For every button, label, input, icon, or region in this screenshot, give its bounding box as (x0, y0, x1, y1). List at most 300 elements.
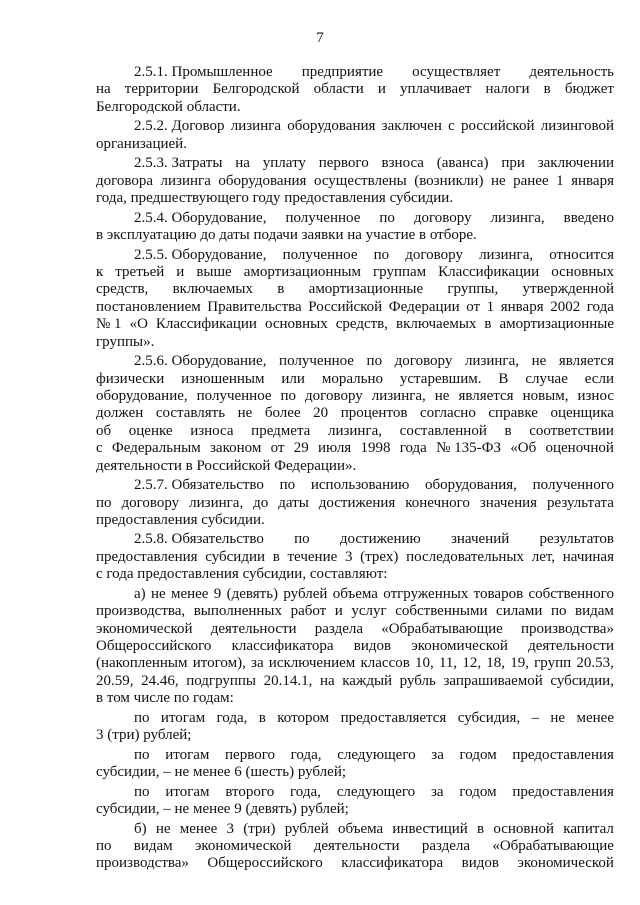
word: 20.14.1, (263, 672, 313, 689)
word: выполненных (193, 603, 283, 620)
word: группы, (447, 281, 499, 298)
word: товаров (473, 585, 524, 602)
word: последовательных (406, 548, 525, 565)
word: лизинга, (327, 422, 383, 439)
word: лизинговой (540, 118, 614, 135)
word: следующего (337, 746, 416, 763)
word: если (584, 370, 614, 387)
word: классификатора (231, 638, 334, 654)
text-line (96, 64, 614, 81)
word: 1 (486, 298, 495, 315)
word: заключении (537, 155, 614, 172)
word: В (498, 370, 509, 387)
word: заключен (381, 118, 442, 135)
word: составлять (155, 405, 226, 422)
word: не (150, 585, 166, 602)
text-line (96, 264, 614, 281)
word: 24.46, (141, 672, 179, 689)
word: износ (577, 387, 614, 404)
paragraph (96, 821, 614, 873)
word: классификатора (341, 855, 444, 872)
word: до (253, 494, 269, 511)
text-line (96, 621, 614, 638)
word: основной (493, 820, 555, 837)
word: предоставления (96, 548, 198, 565)
word: даты (278, 494, 309, 511)
text-line (96, 247, 614, 264)
word: по (279, 477, 296, 494)
word: июля (317, 440, 352, 457)
word: течение (287, 548, 338, 565)
word: (девять) (226, 585, 279, 602)
word: по (134, 746, 150, 763)
text-line: организацией. (96, 135, 187, 152)
word: «О (129, 316, 148, 333)
word: оборудования (287, 118, 376, 135)
word: итогам (160, 709, 206, 726)
paragraph (96, 784, 614, 819)
word: в (504, 422, 512, 439)
text-line (96, 155, 614, 172)
text-line (96, 316, 614, 333)
word: рублей (283, 585, 328, 602)
text-line: года, предшествующего году предоставления субсидии. (96, 190, 454, 207)
word: объема (337, 820, 384, 837)
word: производства» (96, 855, 189, 872)
word: утвержденной (522, 281, 614, 298)
word: каждый (342, 672, 393, 689)
paragraph (96, 118, 614, 153)
word: по (96, 494, 112, 511)
word: второго (225, 783, 275, 800)
word: субсидии, (550, 672, 614, 689)
word: справке (488, 405, 538, 422)
word: следующего (336, 783, 416, 800)
word: года, (290, 746, 322, 763)
word: по (379, 209, 395, 226)
word: по (366, 353, 383, 370)
word: в (484, 316, 492, 333)
text-line: деятельности в Российской Федерации». (96, 457, 357, 474)
text-line (96, 281, 614, 298)
word: является (558, 353, 614, 370)
word: 20 (313, 405, 329, 422)
word: года, (216, 709, 248, 726)
text-line (96, 838, 614, 855)
document-body (96, 64, 614, 875)
word: оценочной (545, 440, 614, 457)
word: субсидия, (457, 709, 521, 726)
word: собственного (528, 585, 614, 602)
word: об (96, 422, 112, 439)
word: и (334, 603, 343, 620)
word: процентов (340, 405, 408, 422)
text-line (96, 655, 614, 672)
word: рублей (284, 820, 329, 837)
word: Классификации (155, 316, 257, 333)
word: новым, (522, 387, 569, 404)
word: в (477, 820, 485, 837)
word: договора (96, 172, 154, 189)
word: результата (547, 494, 614, 511)
word: производства» (521, 620, 614, 637)
word: работ (290, 603, 327, 620)
word: лизинга, (189, 494, 244, 511)
paragraph (96, 155, 614, 207)
paragraph (96, 64, 614, 116)
word: является (458, 387, 514, 404)
word: договору (405, 246, 463, 263)
word: договору (121, 494, 180, 511)
text-line (96, 440, 614, 457)
word: не (490, 172, 506, 189)
word: оценщика (550, 405, 614, 422)
word: запрашиваемой (443, 672, 543, 689)
word: по (96, 838, 112, 855)
word: амортизационные (499, 316, 614, 333)
word: амортизационным (243, 264, 361, 281)
word: силами (496, 603, 543, 620)
word: достижения (318, 494, 396, 511)
word: полученное (282, 246, 358, 263)
text-line (96, 477, 614, 494)
word: не (434, 387, 450, 404)
word: уплачивает (400, 81, 472, 98)
word: деятельности (313, 838, 400, 855)
word: деятельность (529, 64, 614, 80)
word: лизинга, (464, 353, 519, 370)
word: амортизационные (308, 281, 424, 298)
word: при (501, 155, 525, 172)
word: первого (225, 746, 275, 763)
text-line (96, 405, 614, 422)
word: (трех) (360, 548, 399, 565)
word: средств, (335, 316, 388, 333)
word: итогам (165, 746, 210, 763)
word: оборудования, (425, 477, 517, 494)
text-line (96, 586, 614, 603)
word: по (280, 387, 297, 404)
word: менее (576, 709, 614, 726)
word: 12, (462, 655, 482, 672)
word: «Обрабатывающие (492, 838, 614, 855)
text-line: субсидии, – не менее 6 (шесть) рублей; (96, 764, 347, 781)
word: «Обрабатывающие (381, 620, 503, 637)
word: 2.5.8. Обязательство (134, 531, 264, 548)
word: устаревшим. (399, 370, 482, 387)
text-line (96, 173, 614, 190)
text-line (96, 210, 614, 227)
word: года, (290, 783, 321, 800)
word: годом (459, 783, 497, 800)
text-line: 3 (три) рублей; (96, 727, 192, 744)
word: договору (305, 387, 363, 404)
word: Правительства (207, 298, 302, 315)
word: составленной (399, 422, 487, 439)
word: конечного (405, 494, 470, 511)
word: 18, (486, 655, 506, 672)
word: в (258, 709, 266, 726)
text-line (96, 371, 614, 388)
word: Классификации (438, 264, 540, 281)
word: января (500, 298, 544, 315)
word: 2.5.3. Затраты (134, 155, 223, 172)
word: б) (134, 820, 147, 837)
text-line: Белгородской области. (96, 98, 241, 115)
word: значений (450, 531, 510, 548)
word: износа (190, 422, 234, 439)
word: 3 (344, 548, 353, 565)
word: 2.5.5. Оборудование, (134, 246, 267, 263)
word: 20.59, (96, 672, 134, 689)
paragraph (96, 210, 614, 245)
word: согласно (419, 405, 476, 422)
word: (накопленным (96, 655, 188, 672)
word: полученного (532, 477, 614, 494)
word: лизинга (160, 172, 211, 189)
word: территории (124, 81, 199, 98)
word: значения (479, 494, 538, 511)
word: 2.5.7. Обязательство (134, 477, 264, 494)
word: не (531, 353, 547, 370)
word: года (586, 298, 614, 315)
word: от (466, 298, 481, 315)
word: Общероссийского (96, 638, 212, 654)
word: предоставляется (340, 709, 447, 726)
text-line (96, 821, 614, 838)
word: видам (575, 603, 614, 620)
word: физически (96, 370, 165, 387)
text-line (96, 710, 614, 727)
word: классов (360, 655, 410, 672)
text-line (96, 353, 614, 370)
word: годом (459, 746, 497, 763)
word: 2.5.1. Промышленное (134, 64, 273, 80)
text-line (96, 531, 614, 548)
word: на (319, 672, 335, 689)
word: 1998 (360, 440, 391, 457)
word: уплату (262, 155, 306, 172)
word: видов (353, 638, 392, 654)
paragraph (96, 747, 614, 782)
word: средств, (96, 281, 149, 298)
word: раздела (314, 620, 364, 637)
word: достижению (339, 531, 421, 548)
text-line (96, 388, 614, 405)
word: российской (461, 118, 535, 135)
word: включаемых (396, 316, 477, 333)
word: «Об (510, 440, 537, 457)
word: налоги (485, 81, 530, 98)
word: в (277, 281, 285, 298)
word: договору (413, 209, 472, 226)
word: котором (277, 709, 330, 726)
word: и (377, 81, 386, 98)
text-line: в эксплуатацию до даты подачи заявки на участие в отборе. (96, 227, 477, 244)
text-line: субсидии, – не менее 9 (девять) рублей; (96, 801, 349, 818)
word: видам (133, 838, 173, 855)
word: субсидии (205, 548, 265, 565)
word: случае (525, 370, 568, 387)
word: включаемых (172, 281, 253, 298)
word: 29 (293, 440, 309, 457)
word: морально (321, 370, 383, 387)
word: 11, (438, 655, 458, 672)
paragraph (96, 477, 614, 529)
word: менее (179, 820, 218, 837)
word: 9 (213, 585, 222, 602)
word: экономической (411, 638, 508, 654)
word: с (448, 118, 455, 135)
word: на (235, 155, 250, 172)
word: 3 (226, 820, 234, 837)
word: с (96, 440, 103, 457)
text-line (96, 495, 614, 512)
word: менее (170, 585, 209, 602)
word: итогом), (192, 655, 246, 672)
word: по (134, 783, 150, 800)
word: в (272, 548, 280, 565)
word: начиная (562, 548, 614, 565)
word: первого (318, 155, 369, 172)
word: договору (394, 353, 453, 370)
word: оборудование, (96, 387, 188, 404)
text-line (96, 299, 614, 316)
word: более (264, 405, 301, 422)
paragraph-gap (96, 873, 614, 875)
word: за (251, 655, 264, 672)
word: а) (134, 585, 146, 602)
word: экономической (96, 620, 193, 637)
text-line (96, 855, 614, 872)
word: 2.5.2. Договор (134, 118, 225, 135)
word: полученное (196, 387, 272, 404)
word: предприятие (301, 64, 384, 80)
word: по (294, 531, 310, 548)
word: изношенным (181, 370, 265, 387)
word: соответствии (529, 422, 614, 439)
word: от (270, 440, 285, 457)
word: деятельности (210, 620, 297, 637)
word: раздела (421, 838, 471, 855)
text-line: в том числе по годам: (96, 690, 234, 707)
word: января (571, 172, 614, 189)
word: инвестиций (392, 820, 468, 837)
word: относится (549, 246, 614, 263)
word: групп (534, 655, 572, 672)
text-line: с года предоставления субсидии, составляют: (96, 566, 388, 583)
word: не (155, 820, 171, 837)
word: итогам (165, 783, 210, 800)
word: № 135-ФЗ (436, 440, 502, 457)
word: области (313, 81, 364, 98)
word: за (430, 783, 444, 800)
word: деятельности (528, 638, 614, 654)
text-line (96, 549, 614, 566)
word: лизинга (230, 118, 282, 135)
text-line: предоставления субсидии. (96, 511, 265, 528)
word: лет, (531, 548, 556, 565)
word: выше (196, 264, 232, 281)
word: 1 (556, 172, 564, 189)
word: на (96, 81, 111, 98)
word: рубль (399, 672, 436, 689)
text-line: группы». (96, 333, 155, 350)
word: Федеральным (111, 440, 201, 457)
word: (аванса) (436, 155, 489, 172)
paragraph (96, 353, 614, 475)
word: Белгородской (212, 81, 300, 98)
word: оценке (128, 422, 173, 439)
text-line (96, 673, 614, 690)
paragraph (96, 531, 614, 583)
text-line (96, 603, 614, 620)
word: производства, (96, 603, 186, 620)
text-line (96, 638, 614, 655)
word: основных (264, 316, 328, 333)
word: и (176, 264, 185, 281)
word: осуществляет (412, 64, 501, 80)
text-line (96, 784, 614, 801)
word: по (550, 603, 567, 620)
word: 2.5.6. Оборудование, (134, 353, 267, 370)
word: по (373, 246, 390, 263)
word: (возникли) (414, 172, 484, 189)
word: 20.53, (576, 655, 614, 672)
word: капитал (563, 820, 614, 837)
word: полученное (279, 353, 354, 370)
word: подгруппы (186, 672, 257, 689)
word: экономической (517, 855, 614, 872)
word: ранее (513, 172, 549, 189)
word: введено (563, 209, 614, 226)
word: лизинга, (490, 209, 545, 226)
word: 19, (510, 655, 529, 672)
word: или (281, 370, 305, 387)
word: к (96, 264, 104, 281)
text-line (96, 118, 614, 135)
page-number: 7 (316, 30, 324, 46)
word: лизинга, (371, 387, 426, 404)
word: бюджет (564, 81, 614, 98)
word: услуг (351, 603, 387, 620)
word: отгруженных (383, 585, 469, 602)
word: исключением (268, 655, 356, 672)
word: взноса (381, 155, 424, 172)
paragraph (96, 710, 614, 745)
word: Общероссийского (207, 855, 323, 872)
word: 10, (415, 655, 434, 672)
word: года (399, 440, 427, 457)
word: результатов (539, 531, 614, 548)
word: должен (96, 405, 144, 422)
word: предмета (251, 422, 311, 439)
word: 2002 (550, 298, 581, 315)
word: видов (461, 855, 499, 872)
word: осуществлены (313, 172, 407, 189)
word: не (237, 405, 253, 422)
word: не (550, 709, 566, 726)
paragraph (96, 586, 614, 708)
word: третьей (115, 264, 165, 281)
word: 2.5.4. Оборудование, (134, 209, 267, 226)
word: лизинга, (479, 246, 534, 263)
word: группам (373, 264, 427, 281)
word: использованию (310, 477, 410, 494)
word: по (134, 709, 150, 726)
word: – (531, 709, 540, 726)
text-line (96, 747, 614, 764)
